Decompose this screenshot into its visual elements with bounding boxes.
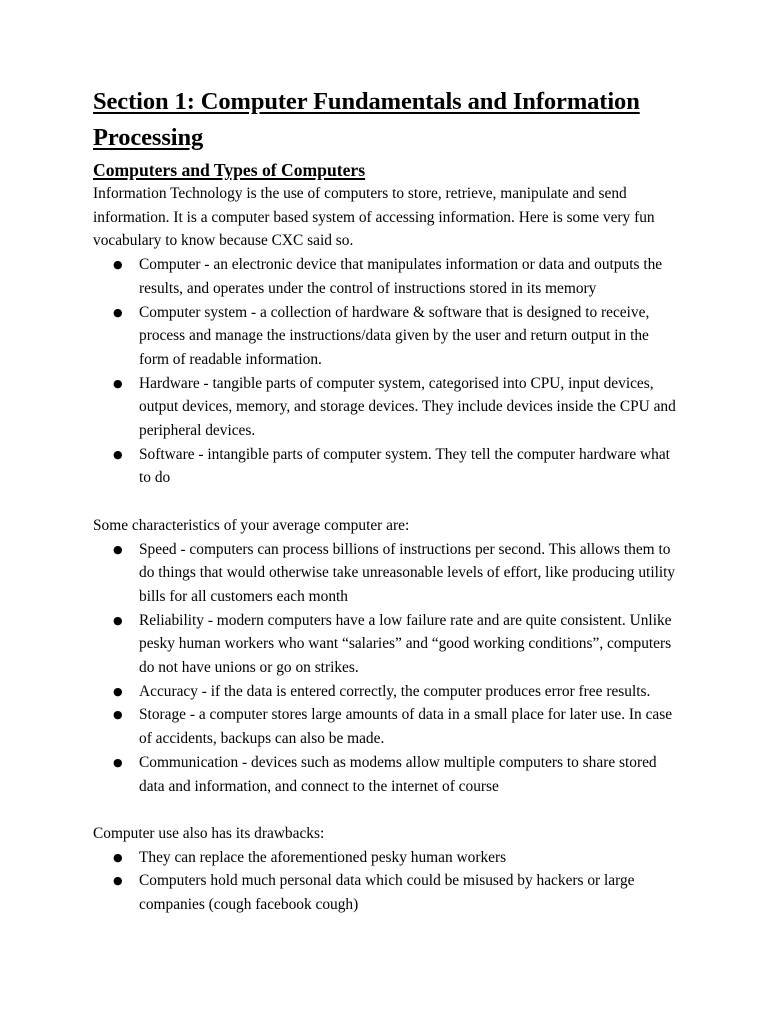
characteristics-list xyxy=(93,538,678,799)
section-title: Section 1: Computer Fundamentals and Information Processing xyxy=(93,88,640,151)
list-item xyxy=(93,703,678,750)
list-item xyxy=(93,751,678,798)
list-item xyxy=(93,372,678,443)
list-item xyxy=(93,538,678,609)
subsection-heading: Computers and Types of Computers xyxy=(93,160,366,180)
bullet-icon: ● xyxy=(113,258,123,272)
bullet-icon: ● xyxy=(113,708,123,722)
list-item-text: Computer - an electronic device that manipulates information or data and outputs the results, and operates under the control of instructions stored in its memory xyxy=(139,256,663,297)
list-item-text: Communication - devices such as modems allow multiple computers to share stored data and information, and connect to the internet of course xyxy=(139,753,657,795)
list-item xyxy=(93,869,678,916)
bullet-icon: ● xyxy=(113,542,123,556)
paragraph-gap xyxy=(93,798,678,822)
list-item-text: Storage - a computer stores large amounts of data in a small place for later use. In case of accidents, backups can also be made. xyxy=(139,706,673,748)
list-item-text: Accuracy - if the data is entered correctly, the computer produces error free results. xyxy=(139,682,651,700)
bullet-icon: ● xyxy=(113,447,123,461)
list-item-text: Software - intangible parts of computer system. They tell the computer hardware what to do xyxy=(139,445,670,487)
list-item-text: Computer system - a collection of hardware & software that is designed to receive, process and manage the instructions/data given by the user and return output in the form of readable information. xyxy=(139,303,650,368)
list-item xyxy=(93,301,678,372)
drawbacks-list xyxy=(93,846,678,917)
list-item-text: Hardware - tangible parts of computer system, categorised into CPU, input devices, output devices, memory, and storage devices. They include devices inside the CPU and peripheral devices. xyxy=(139,374,676,440)
list-item-text: They can replace the aforementioned pesky human workers xyxy=(139,848,507,866)
list-item-text: Reliability - modern computers have a low failure rate and are quite consistent. Unlike pesky human workers who want “salaries” and “good working conditions”, computers do not have unions or go on strikes. xyxy=(139,611,672,677)
intro-paragraph: Information Technology is the use of computers to store, retrieve, manipulate and send information. It is a computer based system of accessing information. Here is some very fun vocabulary to know because CXC said so. xyxy=(93,185,655,250)
list-item xyxy=(93,609,678,680)
bullet-icon: ● xyxy=(113,874,123,888)
vocabulary-list xyxy=(93,253,678,490)
bullet-icon: ● xyxy=(113,684,123,698)
bullet-icon: ● xyxy=(113,613,123,627)
bullet-icon: ● xyxy=(113,305,123,319)
paragraph-gap xyxy=(93,490,678,514)
characteristics-intro: Some characteristics of your average computer are: xyxy=(93,516,410,534)
list-item xyxy=(93,253,678,300)
bullet-icon: ● xyxy=(113,850,123,864)
drawbacks-intro: Computer use also has its drawbacks: xyxy=(93,824,325,842)
list-item xyxy=(93,846,678,870)
list-item-text: Speed - computers can process billions of instructions per second. This allows them to do things that would otherwise take unreasonable levels of effort, like producing utility bills for all customers each month xyxy=(139,540,676,605)
list-item-text: Computers hold much personal data which could be misused by hackers or large companies (cough facebook cough) xyxy=(139,872,635,914)
bullet-icon: ● xyxy=(113,376,123,390)
list-item xyxy=(93,443,678,490)
bullet-icon: ● xyxy=(113,755,123,769)
list-item xyxy=(93,680,678,704)
